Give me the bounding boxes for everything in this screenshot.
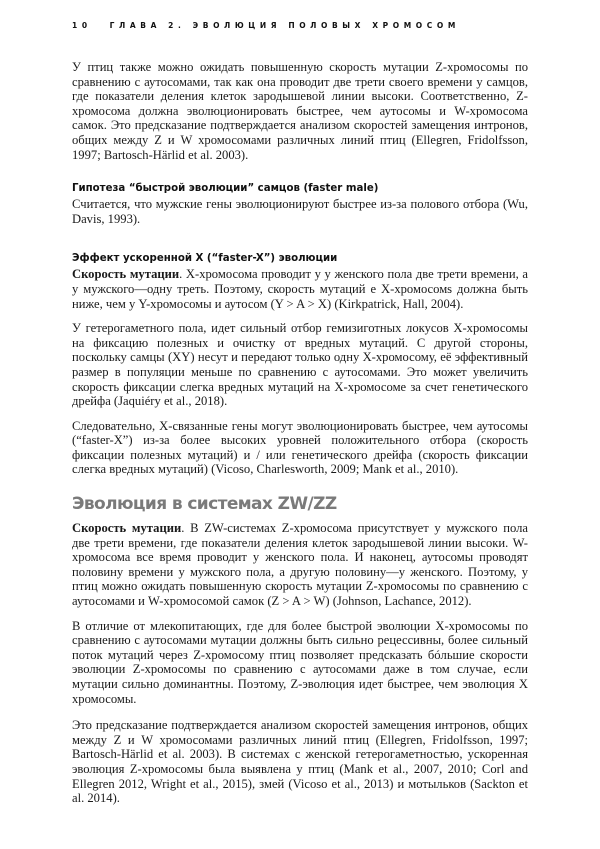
paragraph: Считается, что мужские гены эволюционируют быстрее из-за полового отбора (Wu, Davis, 1993). bbox=[72, 197, 528, 226]
heading-faster-x: Эффект ускоренной X (“faster-X”) эволюции bbox=[72, 253, 338, 265]
bold-lead: Скорость мутации bbox=[72, 521, 182, 536]
paragraph: В отличие от млекопитающих, где для более быстрой эволюции X-хромосомы по сравнению с аутосомами мутации должны быть сильно рецессивны, более сильный поток мутаций через Z-хромосому птиц позволяет предсказать бóльшие скорости эволюции Z-хромосомы по сравнению с аутосомами даже в том случае, если мутации сильно доминантны. Поэтому, Z-эволюция идет быстрее, чем эволюция X хромосомы. bbox=[72, 618, 528, 706]
paragraph: У птиц также можно ожидать повышенную скорость мутации Z-хромосомы по сравнению с аутосомами, так как она проводит две трети своего времени у самцов, где показатели деления клеток зародышевой линии высоки. Соответственно, Z-хромосома должна эволюционировать быстрее, чем аутосомы и W-хромосома самок. Это предсказание подтверждается анализом скоростей замещения интронов, общих между Z и W хромосомами различных линий птиц (Ellegren, Fridolfsson, 1997; Bartosch-Härlid et al. 2003). bbox=[72, 60, 528, 162]
paragraph: Это предсказание подтверждается анализом скоростей замещения интронов, общих между Z и W хромосомами различных линий птиц (Ellegren, Fridolfsson, 1997; Bartosch-Härlid et al. 2003). В системах с женской гетерогаметностью, ускоренная эволюция Z-хромосомы была выявлена у птиц (Mank et al., 2007, 2010; Corl and Ellegren 2012, Wright et al., 2015), змей (Vicoso et al., 2013) и мотыльков (Sackton et al. 2014). bbox=[72, 718, 528, 806]
paragraph bbox=[72, 267, 528, 311]
page-body bbox=[72, 60, 528, 806]
paragraph-body: . В ZW-системах Z-хромосома присутствует у мужского пола две трети времени, где показатели деления клеток зародышевой линии высоки. W-хромосома все время проводит у женского пола. И наконец, аутосомы проводят половину времени у мужского пола, а другую половину—у женского. Поэтому, у птиц можно ожидать повышенную скорость мутации Z-хромосомы по сравнению с аутосомами и W-хромосомой самок (Z > A > W) (Johnson, Lachance, 2012). bbox=[72, 521, 528, 609]
paragraph bbox=[72, 521, 528, 609]
heading-faster-male: Гипотеза “быстрой эволюции” самцов (faster male) bbox=[72, 183, 379, 195]
chapter-title: ГЛАВА 2. ЭВОЛЮЦИЯ ПОЛОВЫХ ХРОМОСОМ bbox=[109, 21, 460, 30]
running-header bbox=[72, 21, 478, 30]
section-heading: Эволюция в системах ZW/ZZ bbox=[72, 494, 337, 515]
paragraph-body: . X-хромосома проводит у у женского пола две трети времени, а у мужского—одну треть. Поэтому, скорость мутаций е X-хромосомs должна быть ниже, чем у Y-хромосомы и аутосом (Y > A > X) (Kirkpatrick, Hall, 2004). bbox=[72, 267, 528, 311]
bold-lead: Скорость мутации bbox=[72, 267, 180, 282]
page-number: 10 bbox=[72, 21, 92, 30]
paragraph: У гетерогаметного пола, идет сильный отбор гемизиготных локусов X-хромосомы на фиксацию полезных и очистку от вредных мутаций. С другой стороны, поскольку самцы (XY) несут и передают только одну X-хромосому, её эффективный размер в популяции меньше по сравнению с аутосомами. Это может увеличить скорость фиксации слегка вредных мутаций на X-хромосоме за счет генетического дрейфа (Jaquiéry et al., 2018). bbox=[72, 321, 528, 409]
paragraph: Следовательно, X-связанные гены могут эволюционировать быстрее, чем аутосомы (“faster-X”) из-за более высоких уровней положительного отбора (скорость фиксации полезных мутаций) и / или генетического дрейфа (скорость фиксации слегка вредных мутаций) (Vicoso, Charlesworth, 2009; Mank et al., 2010). bbox=[72, 418, 528, 477]
